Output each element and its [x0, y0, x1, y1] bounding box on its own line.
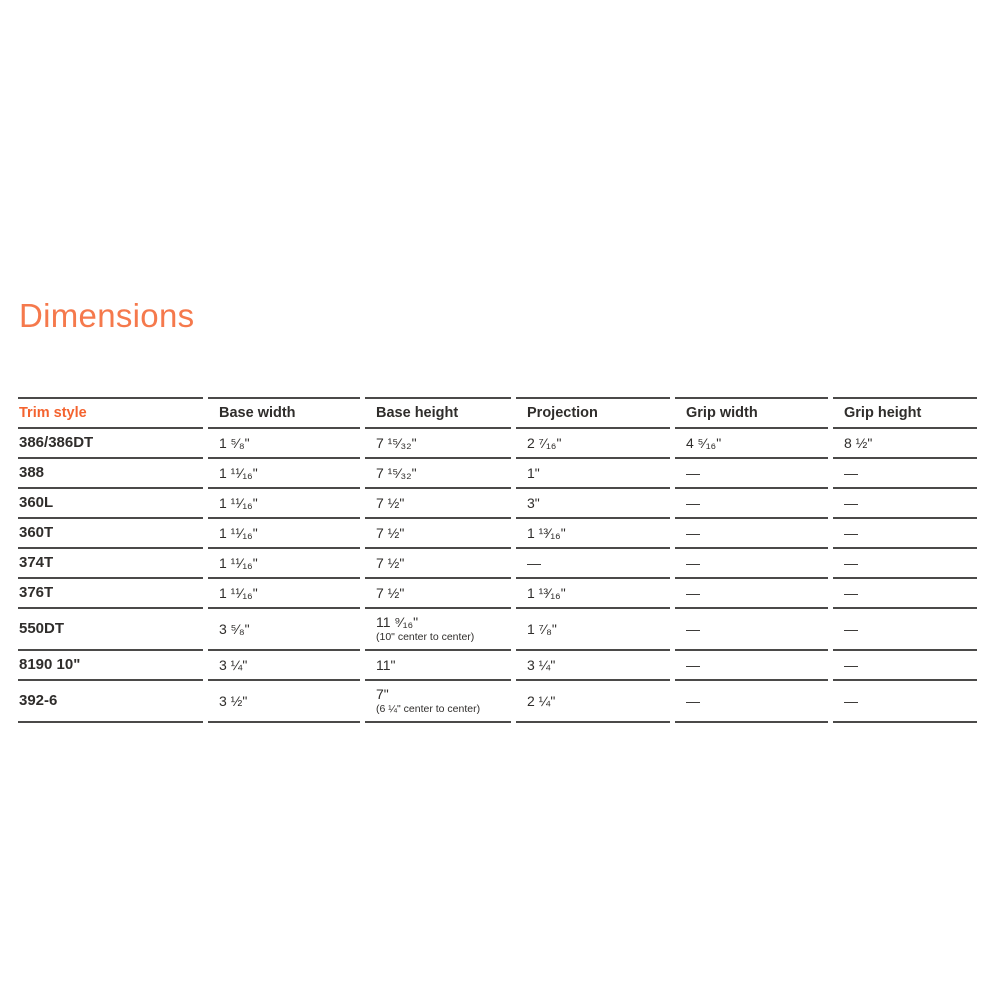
projection-cell	[516, 547, 670, 577]
base-height-cell	[365, 427, 511, 457]
projection-value: 1 ⁷⁄₈"	[527, 620, 557, 637]
table-row	[18, 679, 977, 723]
column-header-grip-width: Grip width	[675, 397, 828, 427]
grip-width-cell	[675, 547, 828, 577]
trim-style-value: 8190 10"	[19, 656, 81, 673]
table-body	[18, 427, 977, 723]
column-header-projection: Projection	[516, 397, 670, 427]
base-width-cell	[208, 649, 360, 679]
base-height-cell	[365, 547, 511, 577]
grip-width-value: —	[686, 584, 700, 601]
base-width-cell	[208, 607, 360, 649]
grip-height-value: 8 ½"	[844, 434, 873, 451]
base-height-value: 7 ¹⁵⁄₃₂"	[376, 434, 417, 451]
base-height-cell	[365, 577, 511, 607]
header-row	[18, 397, 977, 427]
projection-cell	[516, 607, 670, 649]
trim-style-value: 360T	[19, 524, 54, 541]
projection-value: —	[527, 554, 541, 571]
grip-width-cell	[675, 457, 828, 487]
base-width-cell	[208, 457, 360, 487]
base-width-value: 3 ⁵⁄₈"	[219, 620, 250, 637]
grip-width-cell	[675, 649, 828, 679]
column-header-base-height: Base height	[365, 397, 511, 427]
table-row	[18, 427, 977, 457]
trim-style-value: 376T	[19, 584, 54, 601]
grip-height-cell	[833, 547, 977, 577]
grip-height-cell	[833, 607, 977, 649]
grip-width-value: —	[686, 524, 700, 541]
grip-height-cell	[833, 679, 977, 723]
trim-style-cell	[18, 457, 203, 487]
grip-width-cell	[675, 679, 828, 723]
trim-style-value: 374T	[19, 554, 54, 571]
column-header-base-width: Base width	[208, 397, 360, 427]
dimensions-table	[13, 397, 982, 723]
base-width-cell	[208, 517, 360, 547]
trim-style-cell	[18, 607, 203, 649]
base-width-value: 3 ½"	[219, 692, 248, 709]
trim-style-cell	[18, 517, 203, 547]
grip-width-value: —	[686, 620, 700, 637]
base-height-value: 7"	[376, 686, 389, 702]
table-row	[18, 457, 977, 487]
base-width-value: 1 ¹¹⁄₁₆"	[219, 464, 258, 481]
trim-style-cell	[18, 487, 203, 517]
base-height-cell	[365, 487, 511, 517]
base-width-cell	[208, 427, 360, 457]
table-row	[18, 517, 977, 547]
grip-width-value: —	[686, 656, 700, 673]
base-width-cell	[208, 577, 360, 607]
center-to-center-note: (10" center to center)	[376, 631, 475, 643]
projection-value: 2 ⁷⁄₁₆"	[527, 434, 562, 451]
base-width-cell	[208, 487, 360, 517]
base-width-value: 3 ¼"	[219, 656, 248, 673]
grip-height-cell	[833, 427, 977, 457]
column-header-trim-style: Trim style	[18, 397, 203, 427]
table-row	[18, 487, 977, 517]
grip-height-value: —	[844, 494, 858, 511]
trim-style-cell	[18, 649, 203, 679]
grip-height-cell	[833, 487, 977, 517]
grip-width-value: —	[686, 554, 700, 571]
column-header-grip-height: Grip height	[833, 397, 977, 427]
trim-style-cell	[18, 547, 203, 577]
base-height-value: 7 ½"	[376, 494, 405, 511]
trim-style-cell	[18, 427, 203, 457]
grip-height-cell	[833, 577, 977, 607]
grip-width-cell	[675, 607, 828, 649]
base-height-cell	[365, 457, 511, 487]
projection-value: 1 ¹³⁄₁₆"	[527, 584, 566, 601]
base-height-cell	[365, 649, 511, 679]
projection-cell	[516, 457, 670, 487]
trim-style-value: 388	[19, 464, 45, 481]
base-height-value: 11 ⁹⁄₁₆"	[376, 614, 419, 630]
trim-style-cell	[18, 679, 203, 723]
projection-cell	[516, 649, 670, 679]
base-height-value: 7 ½"	[376, 584, 405, 601]
grip-width-value: —	[686, 494, 700, 511]
grip-height-value: —	[844, 464, 858, 481]
base-height-value: 7 ½"	[376, 554, 405, 571]
grip-width-cell	[675, 427, 828, 457]
grip-width-value: 4 ⁵⁄₁₆"	[686, 434, 722, 451]
projection-cell	[516, 487, 670, 517]
grip-height-cell	[833, 517, 977, 547]
base-width-value: 1 ⁵⁄₈"	[219, 434, 250, 451]
base-width-value: 1 ¹¹⁄₁₆"	[219, 584, 258, 601]
projection-cell	[516, 427, 670, 457]
base-height-cell	[365, 607, 511, 649]
table-row	[18, 649, 977, 679]
projection-value: 3 ¼"	[527, 656, 556, 673]
base-height-cell	[365, 517, 511, 547]
center-to-center-note: (6 ¼" center to center)	[376, 703, 481, 715]
base-height-value: 11"	[376, 656, 396, 673]
grip-width-value: —	[686, 464, 700, 481]
grip-height-value: —	[844, 524, 858, 541]
projection-value: 1 ¹³⁄₁₆"	[527, 524, 566, 541]
base-width-cell	[208, 547, 360, 577]
base-height-value: 7 ½"	[376, 524, 405, 541]
base-width-value: 1 ¹¹⁄₁₆"	[219, 494, 258, 511]
projection-cell	[516, 679, 670, 723]
base-width-cell	[208, 679, 360, 723]
page-title: Dimensions	[19, 297, 195, 334]
grip-height-cell	[833, 649, 977, 679]
trim-style-cell	[18, 577, 203, 607]
trim-style-value: 360L	[19, 494, 54, 511]
base-width-value: 1 ¹¹⁄₁₆"	[219, 524, 258, 541]
grip-width-cell	[675, 487, 828, 517]
grip-height-value: —	[844, 584, 858, 601]
projection-cell	[516, 577, 670, 607]
table-row	[18, 577, 977, 607]
trim-style-value: 392-6	[19, 692, 58, 709]
base-height-value: 7 ¹⁵⁄₃₂"	[376, 464, 417, 481]
projection-value: 1"	[527, 464, 540, 481]
grip-width-value: —	[686, 692, 700, 709]
grip-width-cell	[675, 517, 828, 547]
table-row	[18, 607, 977, 649]
base-height-cell	[365, 679, 511, 723]
trim-style-value: 550DT	[19, 620, 65, 637]
grip-width-cell	[675, 577, 828, 607]
grip-height-cell	[833, 457, 977, 487]
projection-value: 2 ¼"	[527, 692, 556, 709]
projection-value: 3"	[527, 494, 540, 511]
projection-cell	[516, 517, 670, 547]
grip-height-value: —	[844, 554, 858, 571]
trim-style-value: 386/386DT	[19, 434, 94, 451]
table-row	[18, 547, 977, 577]
grip-height-value: —	[844, 620, 858, 637]
grip-height-value: —	[844, 656, 858, 673]
grip-height-value: —	[844, 692, 858, 709]
base-width-value: 1 ¹¹⁄₁₆"	[219, 554, 258, 571]
